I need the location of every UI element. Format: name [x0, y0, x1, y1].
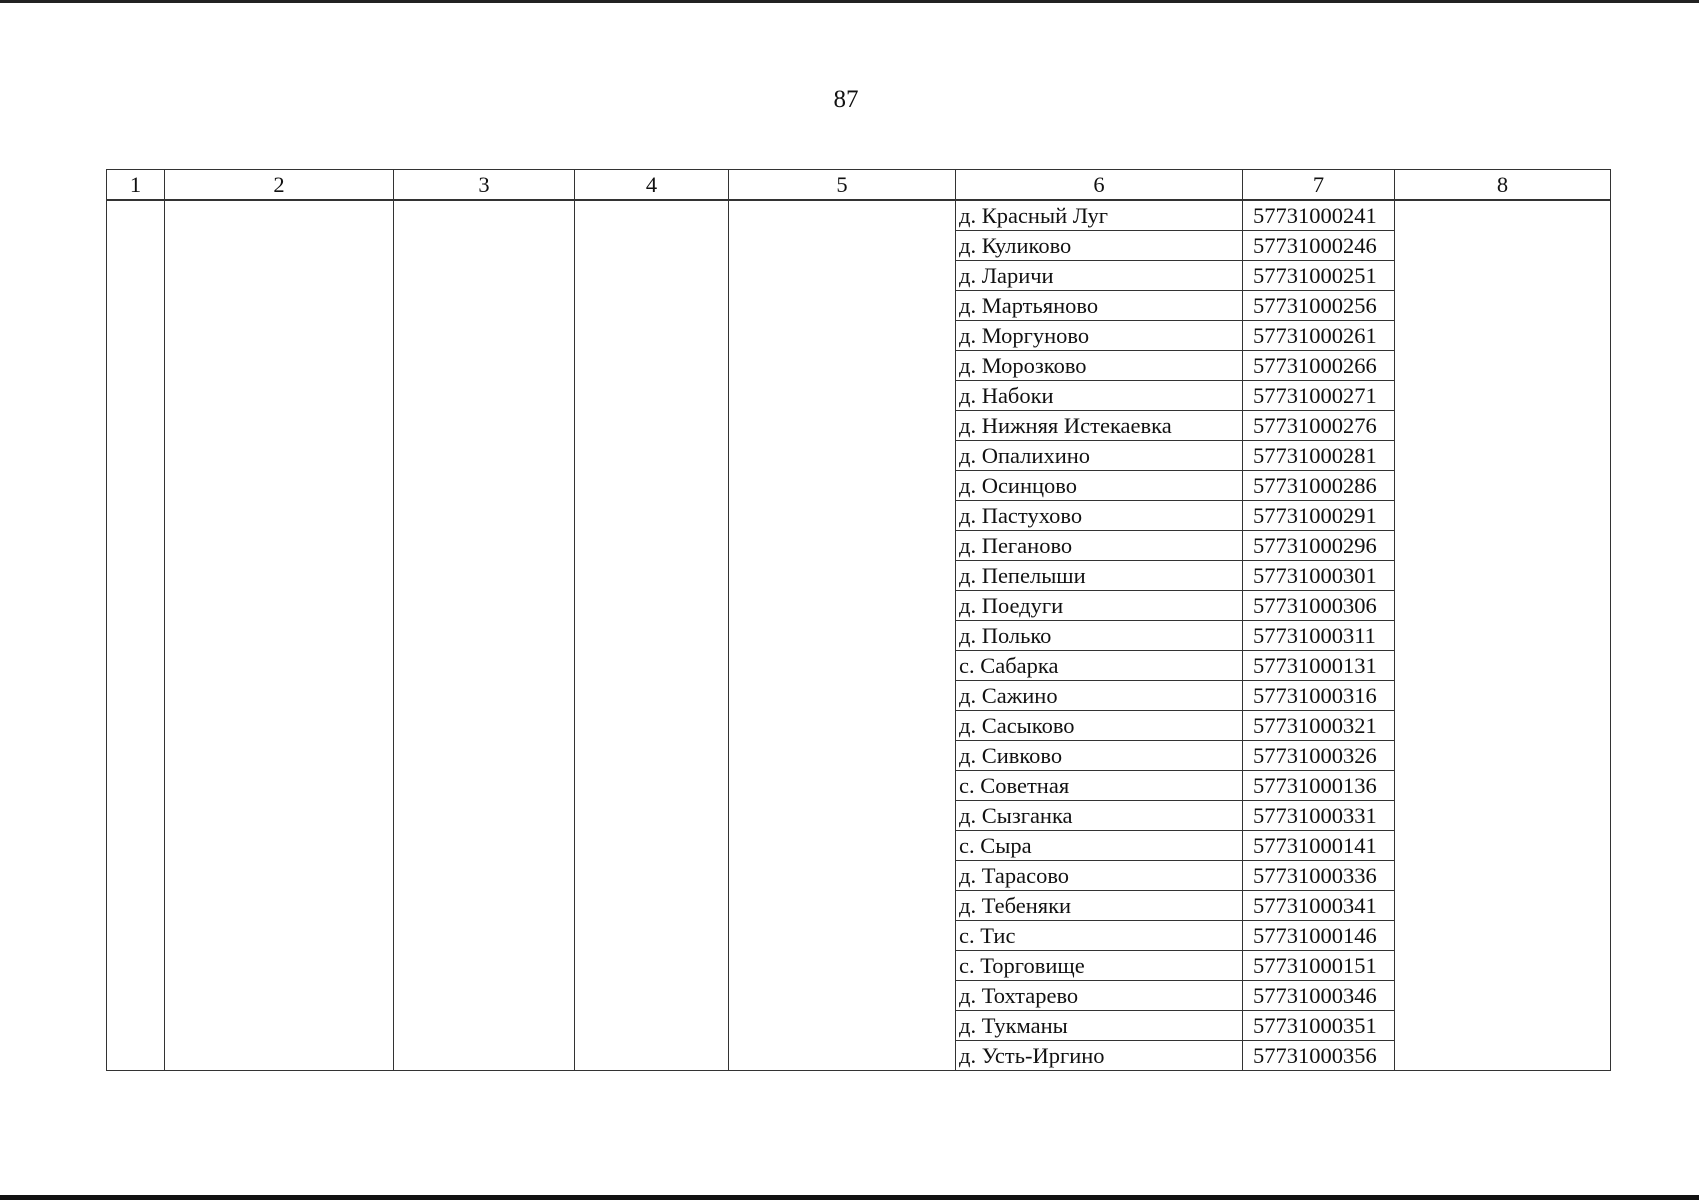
empty-column-2-cell [165, 200, 394, 1071]
oktmo-code-cell: 57731000136 [1243, 771, 1395, 801]
oktmo-code-cell: 57731000291 [1243, 501, 1395, 531]
oktmo-code-cell: 57731000141 [1243, 831, 1395, 861]
settlement-name-cell: д. Тохтарево [956, 981, 1243, 1011]
oktmo-code-cell: 57731000356 [1243, 1041, 1395, 1071]
column-header: 6 [956, 170, 1243, 201]
oktmo-code-cell: 57731000336 [1243, 861, 1395, 891]
empty-column-4-cell [575, 200, 729, 1071]
table-row [107, 200, 1611, 231]
settlement-name-cell: д. Полько [956, 621, 1243, 651]
scan-edge-top [0, 0, 1699, 3]
oktmo-code-cell: 57731000286 [1243, 471, 1395, 501]
empty-column-1-cell [107, 200, 165, 1071]
settlement-name-cell: д. Ларичи [956, 261, 1243, 291]
settlement-name-cell: д. Морозково [956, 351, 1243, 381]
page-number: 87 [833, 86, 859, 113]
empty-column-5-cell [729, 200, 956, 1071]
oktmo-code-cell: 57731000281 [1243, 441, 1395, 471]
oktmo-code-cell: 57731000351 [1243, 1011, 1395, 1041]
oktmo-code-cell: 57731000321 [1243, 711, 1395, 741]
settlement-name-cell: с. Тис [956, 921, 1243, 951]
settlement-name-cell: д. Опалихино [956, 441, 1243, 471]
settlement-name-cell: д. Красный Луг [956, 200, 1243, 231]
settlement-name-cell: с. Сабарка [956, 651, 1243, 681]
column-header: 1 [107, 170, 165, 201]
oktmo-code-cell: 57731000256 [1243, 291, 1395, 321]
settlement-name-cell: д. Пеганово [956, 531, 1243, 561]
oktmo-code-cell: 57731000306 [1243, 591, 1395, 621]
oktmo-code-cell: 57731000131 [1243, 651, 1395, 681]
settlement-name-cell: д. Пастухово [956, 501, 1243, 531]
settlement-name-cell: д. Набоки [956, 381, 1243, 411]
oktmo-code-cell: 57731000316 [1243, 681, 1395, 711]
oktmo-code-cell: 57731000241 [1243, 200, 1395, 231]
oktmo-code-cell: 57731000266 [1243, 351, 1395, 381]
settlement-name-cell: д. Тебеняки [956, 891, 1243, 921]
oktmo-code-cell: 57731000261 [1243, 321, 1395, 351]
oktmo-code-cell: 57731000301 [1243, 561, 1395, 591]
oktmo-code-cell: 57731000246 [1243, 231, 1395, 261]
column-header: 3 [394, 170, 575, 201]
column-header: 2 [165, 170, 394, 201]
oktmo-code-cell: 57731000341 [1243, 891, 1395, 921]
scan-edge-bottom [0, 1195, 1699, 1200]
oktmo-code-cell: 57731000271 [1243, 381, 1395, 411]
settlement-name-cell: д. Осинцово [956, 471, 1243, 501]
settlement-name-cell: с. Сыра [956, 831, 1243, 861]
settlement-name-cell: д. Мартьяново [956, 291, 1243, 321]
empty-column-3-cell [394, 200, 575, 1071]
settlement-name-cell: д. Усть-Иргино [956, 1041, 1243, 1071]
oktmo-code-cell: 57731000296 [1243, 531, 1395, 561]
settlement-name-cell: д. Куликово [956, 231, 1243, 261]
settlement-name-cell: с. Торговище [956, 951, 1243, 981]
oktmo-code-cell: 57731000146 [1243, 921, 1395, 951]
settlement-name-cell: д. Поедуги [956, 591, 1243, 621]
table-body [107, 200, 1611, 1071]
settlement-name-cell: д. Пепелыши [956, 561, 1243, 591]
settlement-name-cell: д. Сажино [956, 681, 1243, 711]
oktmo-code-cell: 57731000326 [1243, 741, 1395, 771]
oktmo-code-cell: 57731000331 [1243, 801, 1395, 831]
oktmo-code-cell: 57731000251 [1243, 261, 1395, 291]
oktmo-code-cell: 57731000151 [1243, 951, 1395, 981]
header-row [107, 170, 1611, 201]
oktmo-code-cell: 57731000346 [1243, 981, 1395, 1011]
settlement-name-cell: д. Сивково [956, 741, 1243, 771]
settlement-name-cell: с. Советная [956, 771, 1243, 801]
settlement-name-cell: д. Тарасово [956, 861, 1243, 891]
oktmo-code-cell: 57731000276 [1243, 411, 1395, 441]
oktmo-code-cell: 57731000311 [1243, 621, 1395, 651]
settlement-name-cell: д. Сызганка [956, 801, 1243, 831]
column-header: 4 [575, 170, 729, 201]
settlement-name-cell: д. Тукманы [956, 1011, 1243, 1041]
column-header: 7 [1243, 170, 1395, 201]
column-header: 8 [1395, 170, 1611, 201]
settlement-name-cell: д. Нижняя Истекаевка [956, 411, 1243, 441]
settlement-name-cell: д. Сасыково [956, 711, 1243, 741]
empty-column-8-cell [1395, 200, 1611, 1071]
column-header: 5 [729, 170, 956, 201]
settlement-name-cell: д. Моргуново [956, 321, 1243, 351]
settlements-table [106, 169, 1611, 1071]
